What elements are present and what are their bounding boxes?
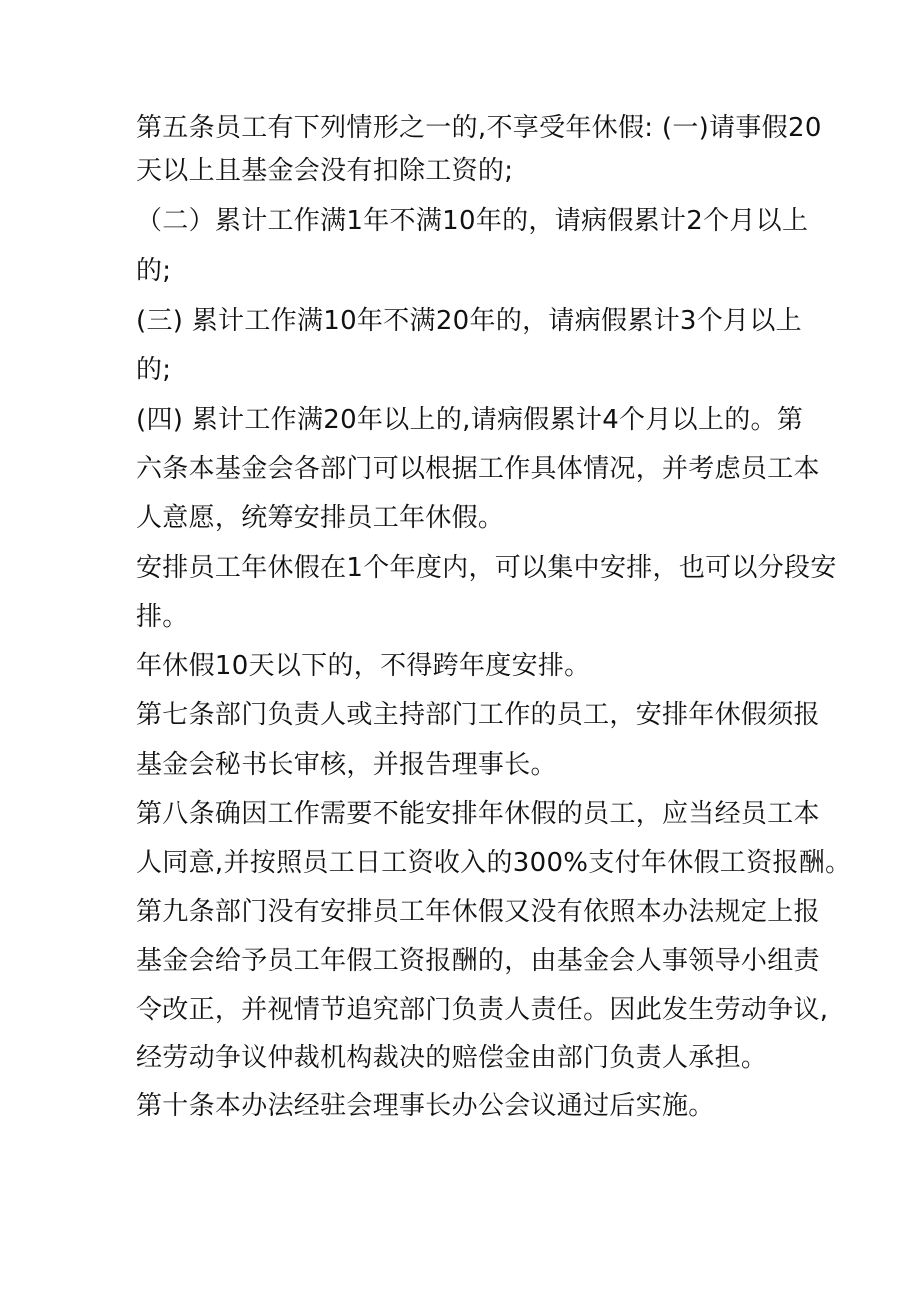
- text-line-13: 第七条部门负责人或主持部门工作的员工，安排年休假须报: [136, 700, 820, 730]
- text-line-19: 令改正，并视情节追究部门负责人责任。因此发生劳动争议,: [136, 995, 829, 1025]
- text-line-18: 基金会给予员工年假工资报酬的，由基金会人事领导小组责: [136, 946, 820, 976]
- text-line-17: 第九条部门没有安排员工年休假又没有依照本办法规定上报: [136, 897, 820, 927]
- text-line-10: 安排员工年休假在1个年度内，可以集中安排，也可以分段安: [136, 553, 837, 583]
- text-line-1: 第五条员工有下列情形之一的,不享受年休假: (一)请事假20: [136, 113, 822, 143]
- text-line-9: 人意愿，统筹安排员工年休假。: [136, 503, 505, 533]
- text-line-21: 第十条本办法经驻会理事长办公会议通过后实施。: [136, 1091, 715, 1121]
- text-line-14: 基金会秘书长审核，并报告理事长。: [136, 750, 557, 780]
- text-line-3: （二）累计工作满1年不满10年的，请病假累计2个月以上: [136, 206, 809, 236]
- text-line-8: 六条本基金会各部门可以根据工作具体情况，并考虑员工本: [136, 454, 820, 484]
- text-line-16: 人同意,并按照员工日工资收入的300%支付年休假工资报酬。: [136, 848, 852, 878]
- text-line-7: (四) 累计工作满20年以上的,请病假累计4个月以上的。第: [136, 405, 804, 435]
- text-line-12: 年休假10天以下的，不得跨年度安排。: [136, 651, 591, 681]
- text-line-15: 第八条确因工作需要不能安排年休假的员工，应当经员工本: [136, 799, 820, 829]
- text-line-4: 的;: [136, 256, 172, 286]
- text-line-5: (三) 累计工作满10年不满20年的，请病假累计3个月以上: [136, 306, 802, 336]
- text-line-2: 天以上且基金会没有扣除工资的;: [136, 156, 514, 186]
- text-line-11: 排。: [136, 602, 189, 632]
- text-line-20: 经劳动争议仲裁机构裁决的赔偿金由部门负责人承担。: [136, 1043, 768, 1073]
- text-line-6: 的;: [136, 355, 172, 385]
